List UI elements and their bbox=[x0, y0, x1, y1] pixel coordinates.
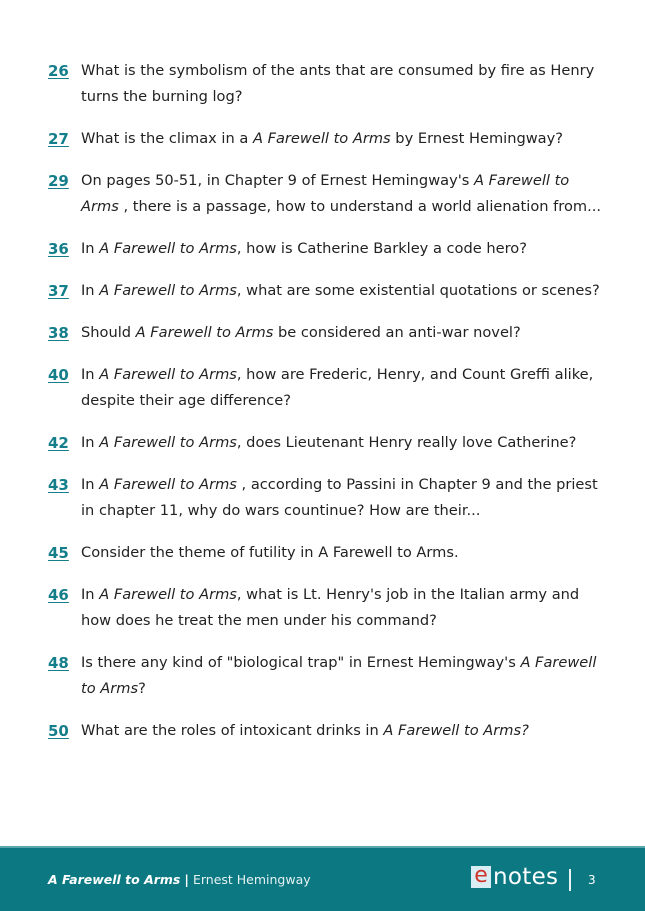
question-number-link[interactable]: 48 bbox=[48, 654, 69, 672]
question-text-segment: Should bbox=[81, 324, 136, 341]
book-title-italic: A Farewell to Arms bbox=[99, 434, 237, 451]
book-title-italic: A Farewell to Arms? bbox=[383, 722, 529, 739]
question-text-segment: Consider the theme of futility in A Farewell to Arms. bbox=[81, 544, 459, 561]
question-item bbox=[48, 278, 608, 304]
question-text bbox=[81, 650, 608, 702]
question-text-segment: , how are Frederic, Henry, and Count Greffi alike, despite their age difference? bbox=[81, 366, 594, 409]
question-text-segment: , according to Passini in Chapter 9 and the priest in chapter 11, why do wars countinue? How are their... bbox=[81, 476, 598, 519]
question-text-segment: by Ernest Hemingway? bbox=[390, 130, 564, 147]
question-text-segment: , does Lieutenant Henry really love Catherine? bbox=[236, 434, 577, 451]
question-text-segment: What is the symbolism of the ants that are consumed by fire as Henry turns the burning log? bbox=[81, 62, 595, 105]
question-text bbox=[81, 362, 608, 414]
page-number: 3 bbox=[588, 873, 596, 887]
question-text-segment: In bbox=[81, 240, 100, 257]
book-title-italic: A Farewell to Arms bbox=[99, 282, 237, 299]
question-text bbox=[81, 278, 608, 304]
footer-separator: | bbox=[184, 872, 189, 887]
question-number-link[interactable]: 42 bbox=[48, 434, 69, 452]
question-item bbox=[48, 582, 608, 634]
book-title-italic: A Farewell to Arms bbox=[135, 324, 274, 341]
question-text bbox=[81, 236, 608, 262]
question-item bbox=[48, 320, 608, 346]
question-number-link[interactable]: 45 bbox=[48, 544, 69, 562]
book-title-italic: A Farewell to Arms bbox=[252, 130, 391, 147]
footer-divider bbox=[569, 869, 571, 891]
question-item bbox=[48, 650, 608, 702]
question-item bbox=[48, 472, 608, 524]
question-text-segment: ? bbox=[138, 680, 146, 697]
question-list bbox=[48, 58, 608, 760]
question-item bbox=[48, 236, 608, 262]
question-text bbox=[81, 540, 608, 566]
question-text bbox=[81, 718, 608, 744]
question-text bbox=[81, 582, 608, 634]
footer-book-title: A Farewell to Arms bbox=[48, 872, 181, 887]
question-text-segment: In bbox=[81, 476, 100, 493]
question-text-segment: What are the roles of intoxicant drinks in bbox=[81, 722, 384, 739]
page-footer bbox=[0, 846, 645, 911]
question-text-segment: , how is Catherine Barkley a code hero? bbox=[236, 240, 527, 257]
question-number-link[interactable]: 36 bbox=[48, 240, 69, 258]
question-item bbox=[48, 58, 608, 110]
question-text-segment: In bbox=[81, 366, 100, 383]
question-number-link[interactable]: 27 bbox=[48, 130, 69, 148]
question-text bbox=[81, 58, 608, 110]
footer-book-info bbox=[48, 872, 311, 887]
book-title-italic: A Farewell to Arms bbox=[81, 654, 597, 697]
question-text-segment: In bbox=[81, 586, 100, 603]
question-text-segment: Is there any kind of "biological trap" in Ernest Hemingway's bbox=[81, 654, 521, 671]
book-title-italic: A Farewell to Arms bbox=[99, 476, 237, 493]
question-text bbox=[81, 430, 608, 456]
footer-author: Ernest Hemingway bbox=[192, 872, 311, 887]
question-text-segment: In bbox=[81, 282, 100, 299]
book-title-italic: A Farewell to Arms bbox=[81, 172, 570, 215]
question-number-link[interactable]: 29 bbox=[48, 172, 69, 190]
enotes-logo[interactable] bbox=[471, 863, 559, 890]
question-text-segment: , what are some existential quotations or scenes? bbox=[236, 282, 600, 299]
question-text bbox=[81, 320, 608, 346]
question-text-segment: In bbox=[81, 434, 100, 451]
question-text-segment: What is the climax in a bbox=[81, 130, 253, 147]
question-number-link[interactable]: 46 bbox=[48, 586, 69, 604]
question-item bbox=[48, 126, 608, 152]
question-item bbox=[48, 430, 608, 456]
book-title-italic: A Farewell to Arms bbox=[99, 366, 237, 383]
question-text bbox=[81, 126, 608, 152]
enotes-logo-e-icon: e bbox=[471, 866, 491, 888]
book-title-italic: A Farewell to Arms bbox=[99, 240, 237, 257]
question-number-link[interactable]: 43 bbox=[48, 476, 69, 494]
question-text-segment: , what is Lt. Henry's job in the Italian army and how does he treat the men under his command? bbox=[81, 586, 580, 629]
question-number-link[interactable]: 38 bbox=[48, 324, 69, 342]
book-title-italic: A Farewell to Arms bbox=[99, 586, 237, 603]
question-item bbox=[48, 362, 608, 414]
question-text bbox=[81, 472, 608, 524]
question-text-segment: be considered an anti-war novel? bbox=[273, 324, 521, 341]
question-item bbox=[48, 168, 608, 220]
question-number-link[interactable]: 50 bbox=[48, 722, 69, 740]
question-number-link[interactable]: 40 bbox=[48, 366, 69, 384]
question-item bbox=[48, 540, 608, 566]
question-text-segment: On pages 50-51, in Chapter 9 of Ernest Hemingway's bbox=[81, 172, 474, 189]
question-number-link[interactable]: 26 bbox=[48, 62, 69, 80]
question-number-link[interactable]: 37 bbox=[48, 282, 69, 300]
question-text-segment: , there is a passage, how to understand a world alienation from... bbox=[118, 198, 602, 215]
question-text bbox=[81, 168, 608, 220]
enotes-logo-text: notes bbox=[493, 864, 559, 890]
question-item bbox=[48, 718, 608, 744]
